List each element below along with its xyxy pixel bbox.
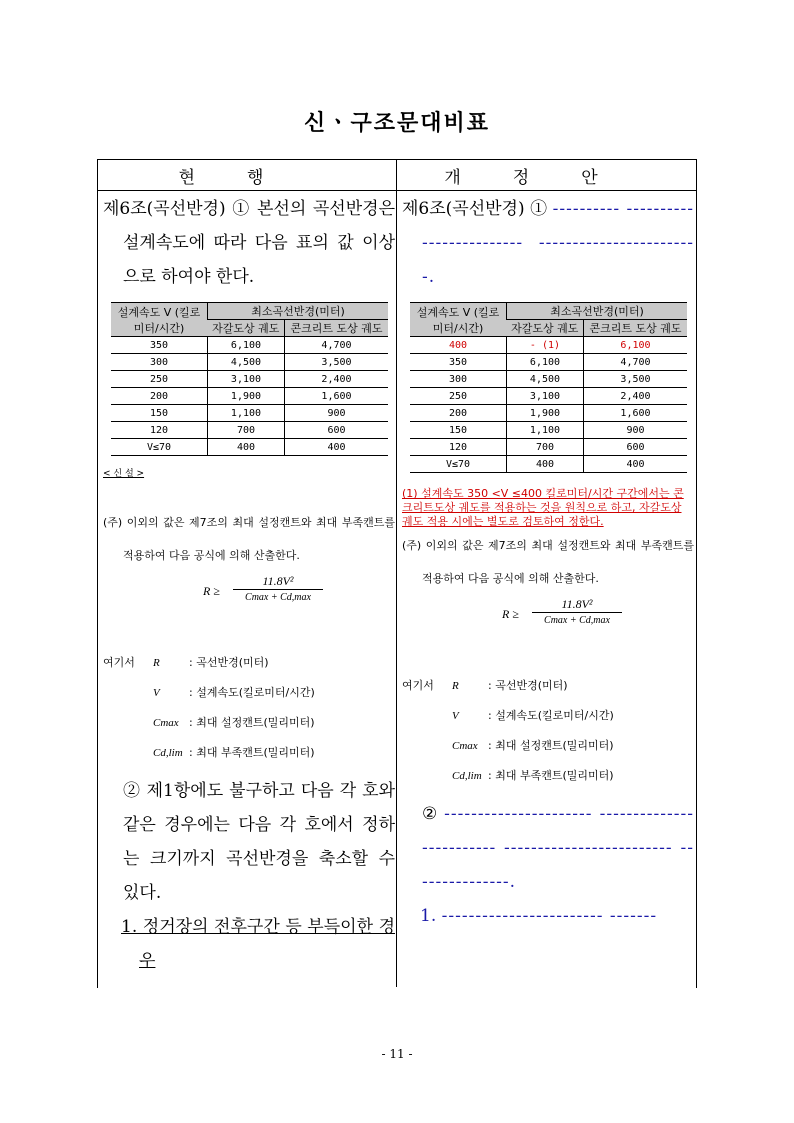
cell: 300	[410, 371, 507, 388]
cell: 200	[111, 388, 208, 405]
header-current: 현행	[178, 168, 316, 188]
cell: 150	[111, 405, 208, 422]
cell: 600	[284, 422, 388, 439]
cell: 1,100	[208, 405, 285, 422]
table-row	[111, 439, 388, 456]
table-row	[410, 405, 687, 422]
formula-current: R ≥ 11.8V² Cmax + Cd,max	[203, 574, 395, 614]
cell: 2,400	[583, 388, 687, 405]
cell: V≤70	[111, 439, 208, 456]
cell: 250	[410, 388, 507, 405]
proposed-radius-table	[410, 302, 687, 473]
where-item: V : 설계속도(킬로미터/시간)	[153, 686, 315, 699]
cell: 6,100	[583, 337, 687, 354]
proposed-item-1: 1. ------------------------ -------	[420, 906, 658, 926]
cell: - (1)	[507, 337, 584, 354]
cell: V≤70	[410, 456, 507, 473]
cell: 400	[410, 337, 507, 354]
cell: 120	[410, 439, 507, 456]
where-item: 여기서 R : 곡선반경(미터)	[402, 679, 568, 692]
cell: 300	[111, 354, 208, 371]
cell: 3,500	[284, 354, 388, 371]
table-row	[410, 354, 687, 371]
col-speed-header: 설계속도 V (킬로미터/시간)	[410, 303, 507, 337]
col-concrete-header: 콘크리트 도상 궤도	[583, 320, 687, 337]
cell: 4,700	[284, 337, 388, 354]
table-row	[111, 422, 388, 439]
new-clause-tag: < 신 설 >	[103, 469, 145, 479]
cell: 600	[583, 439, 687, 456]
current-paragraph-2: ② 제1항에도 불구하고 다음 각 호와 같은 경우에는 다음 각 호에서 정하는 크기까지 곡선반경을 축소할 수 있다.	[123, 781, 395, 903]
cell: 3,100	[208, 371, 285, 388]
where-item: Cd,lim : 최대 부족캔트(밀리미터)	[452, 769, 614, 782]
cell: 2,400	[284, 371, 388, 388]
cell: 400	[284, 439, 388, 456]
table-row	[410, 439, 687, 456]
where-item: Cmax : 최대 설정캔트(밀리미터)	[153, 716, 315, 729]
cell: 4,500	[507, 371, 584, 388]
cell: 120	[111, 422, 208, 439]
proposed-column	[402, 192, 694, 933]
cell: 1,900	[507, 405, 584, 422]
col-radius-header: 최소곡선반경(미터)	[507, 303, 688, 320]
cell: 4,500	[208, 354, 285, 371]
where-list	[402, 671, 694, 791]
cell: 900	[583, 422, 687, 439]
table-row	[111, 371, 388, 388]
table-row	[111, 337, 388, 354]
cell: 6,100	[208, 337, 285, 354]
cell: 1,600	[583, 405, 687, 422]
cell: 1,900	[208, 388, 285, 405]
proposed-paragraph-1: 제6조(곡선반경) ① ---------- ------------------------- ------------------------.	[402, 199, 694, 287]
table-row	[111, 405, 388, 422]
header-proposed: 개정안	[444, 168, 650, 188]
cell: 400	[583, 456, 687, 473]
current-column	[103, 192, 395, 978]
col-gravel-header: 자갈도상 궤도	[208, 320, 285, 337]
cell: 200	[410, 405, 507, 422]
current-radius-table	[111, 302, 388, 456]
where-item: Cd,lim : 최대 부족캔트(밀리미터)	[153, 746, 315, 759]
table-row	[410, 422, 687, 439]
cell: 3,100	[507, 388, 584, 405]
cell: 250	[111, 371, 208, 388]
current-paragraph-1: 제6조(곡선반경) ① 본선의 곡선반경은 설계속도에 따라 다음 표의 값 이상으로 하여야 한다.	[103, 199, 395, 287]
cell: 150	[410, 422, 507, 439]
table-row	[410, 371, 687, 388]
where-item: 여기서 R : 곡선반경(미터)	[103, 656, 269, 669]
cell: 350	[410, 354, 507, 371]
proposed-note: (주) 이외의 값은 제7조의 최대 설정캔트와 최대 부족캔트를 적용하여 다음 공식에 의해 산출한다.	[402, 539, 694, 585]
column-divider	[396, 159, 397, 987]
table-row	[111, 354, 388, 371]
cell: 350	[111, 337, 208, 354]
cell: 900	[284, 405, 388, 422]
cell: 4,700	[583, 354, 687, 371]
table-row	[410, 456, 687, 473]
cell: 400	[208, 439, 285, 456]
formula-proposed: R ≥ 11.8V² Cmax + Cd,max	[502, 597, 694, 637]
proposed-footnote: (1) 설계속도 350 <V ≤400 킬로미터/시간 구간에서는 콘크리트도상 궤도를 적용하는 것을 원칙으로 하고, 자갈도상 궤도 적용 시에는 별도로 검토하여 정한다.	[402, 487, 684, 528]
current-item-1: 1. 정거장의 전후구간 등 부득이한 경우	[121, 917, 395, 971]
col-gravel-header: 자갈도상 궤도	[507, 320, 584, 337]
cell: 400	[507, 456, 584, 473]
cell: 700	[507, 439, 584, 456]
header-rule	[97, 190, 696, 191]
page-title: 신ㆍ구조문대비표	[303, 110, 491, 136]
where-item: V : 설계속도(킬로미터/시간)	[452, 709, 614, 722]
proposed-paragraph-2: ② ---------------------- ------------------------- ------------------------- ---------------.	[422, 804, 695, 892]
current-note: (주) 이외의 값은 제7조의 최대 설정캔트와 최대 부족캔트를 적용하여 다음 공식에 의해 산출한다.	[103, 516, 395, 562]
where-item: Cmax : 최대 설정캔트(밀리미터)	[452, 739, 614, 752]
cell: 700	[208, 422, 285, 439]
cell: 3,500	[583, 371, 687, 388]
table-row-new	[410, 337, 687, 354]
table-row	[111, 388, 388, 405]
cell: 6,100	[507, 354, 584, 371]
col-radius-header: 최소곡선반경(미터)	[208, 303, 389, 320]
col-concrete-header: 콘크리트 도상 궤도	[284, 320, 388, 337]
table-row	[410, 388, 687, 405]
cell: 1,600	[284, 388, 388, 405]
where-list	[103, 648, 395, 768]
page-number: - 11 -	[381, 1047, 413, 1061]
cell: 1,100	[507, 422, 584, 439]
col-speed-header: 설계속도 V (킬로미터/시간)	[111, 303, 208, 337]
